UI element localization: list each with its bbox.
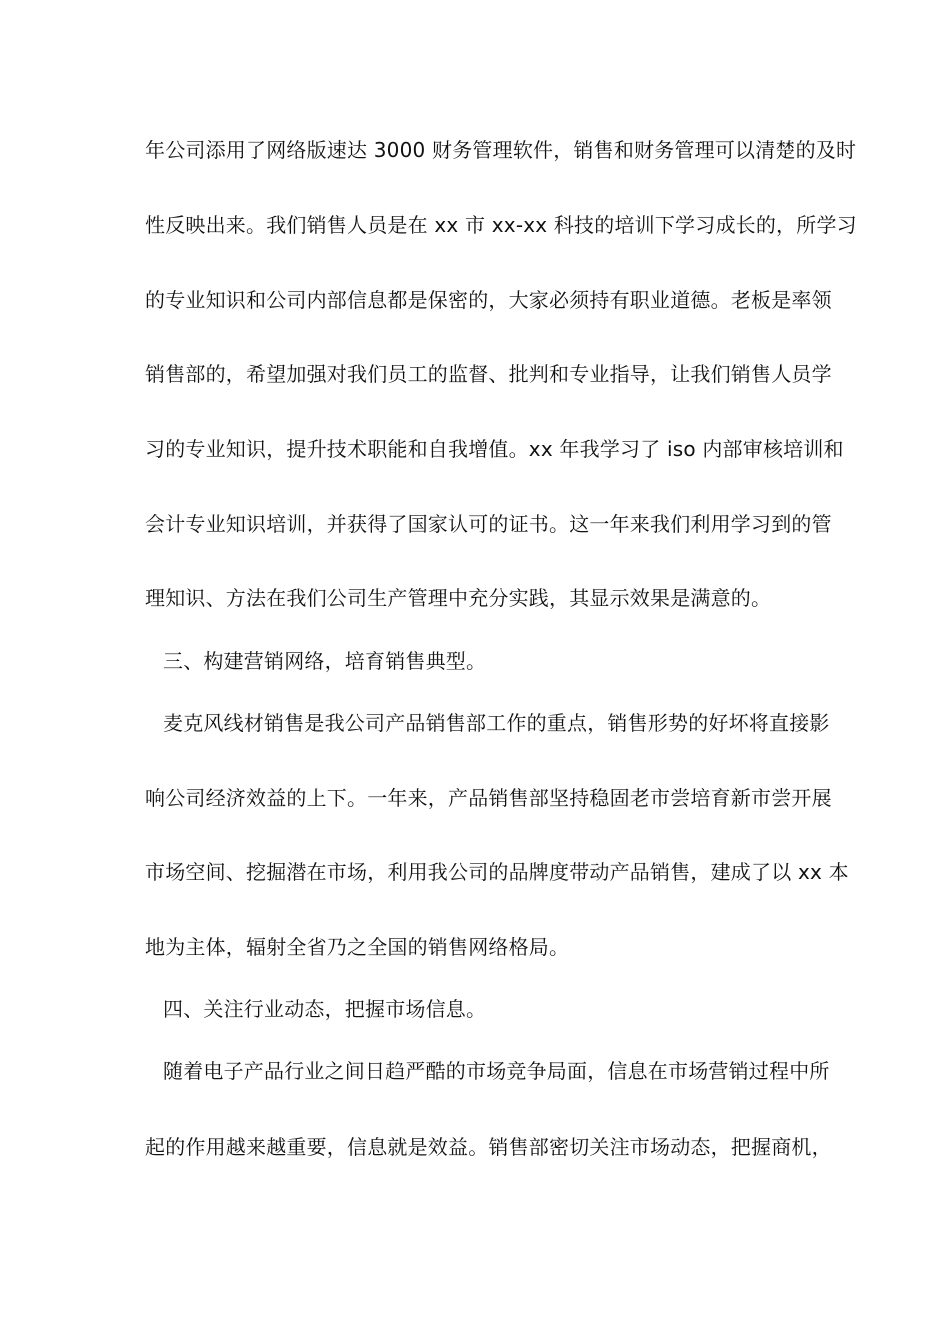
text-line: 年公司添用了网络版速达 3000 财务管理软件，销售和财务管理可以清楚的及时	[145, 138, 857, 162]
text-line: 起的作用越来越重要，信息就是效益。销售部密切关注市场动态，把握商机，	[145, 1135, 832, 1159]
text-line: 性反映出来。我们销售人员是在 xx 市 xx-xx 科技的培训下学习成长的，所学习	[145, 213, 857, 237]
text-line: 的专业知识和公司内部信息都是保密的，大家必须持有职业道德。老板是率领	[145, 288, 832, 312]
text-line: 习的专业知识，提升技术职能和自我增值。xx 年我学习了 iso 内部审核培训和	[145, 437, 844, 461]
section-heading: 四、关注行业动态，把握市场信息。	[163, 997, 487, 1021]
section-heading: 三、构建营销网络，培育销售典型。	[163, 649, 487, 673]
text-line: 随着电子产品行业之间日趋严酷的市场竞争局面，信息在市场营销过程中所	[163, 1059, 830, 1083]
text-line: 理知识、方法在我们公司生产管理中充分实践，其显示效果是满意的。	[145, 586, 772, 610]
text-line: 响公司经济效益的上下。一年来，产品销售部坚持稳固老市尝培育新市尝开展	[145, 786, 832, 810]
text-line: 销售部的，希望加强对我们员工的监督、批判和专业指导，让我们销售人员学	[145, 362, 832, 386]
text-line: 会计专业知识培训，并获得了国家认可的证书。这一年来我们利用学习到的管	[145, 512, 832, 536]
text-line: 麦克风线材销售是我公司产品销售部工作的重点，销售形势的好坏将直接影	[163, 711, 830, 735]
text-line: 市场空间、挖掘潜在市场，利用我公司的品牌度带动产品销售，建成了以 xx 本	[145, 860, 849, 884]
text-line: 地为主体，辐射全省乃之全国的销售网络格局。	[145, 935, 570, 959]
